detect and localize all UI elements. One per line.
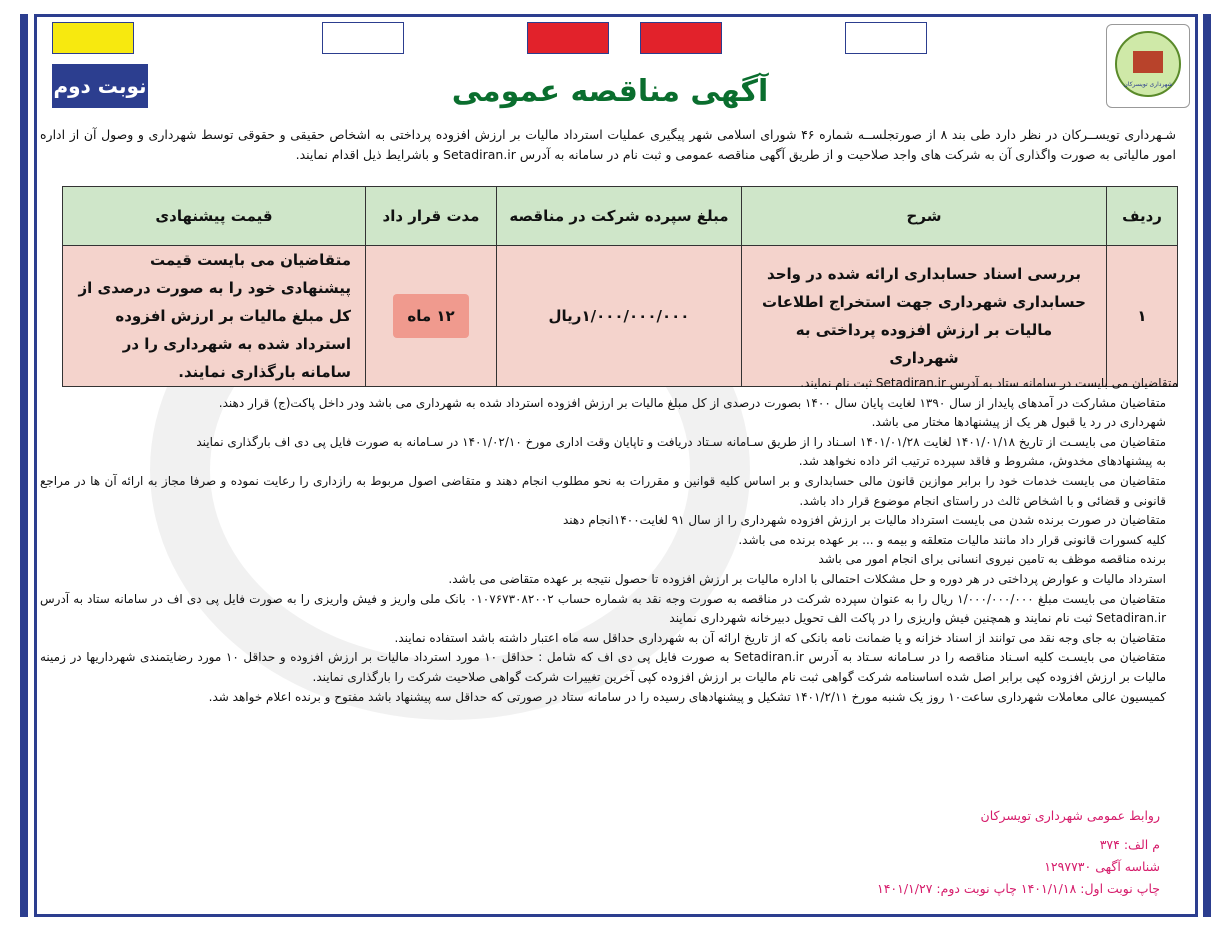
logo-text: شهرداری تویسرکان xyxy=(1123,81,1173,88)
cell-description: بررسی اسناد حسابداری ارائه شده در واحد حسابداری شهرداری جهت استخراج اطلاعات مالیات بر ارزش افزوده پرداختی به شهرداری xyxy=(742,246,1107,387)
condition-item: استرداد مالیات و عوارض پرداختی در هر دوره و حل مشکلات احتمالی با اداره مالیات بر ارزش افزوده تا حصول نتیجه بر عهده متقاضی می باشد. xyxy=(448,571,1166,586)
condition-item: برنده مناقصه موظف به تامین نیروی انسانی برای انجام امور می باشد xyxy=(818,552,1166,567)
condition-item: متقاضیان به جای وجه نقد می توانند از اسناد خزانه و یا ضمانت نامه بانکی که از تاریخ ارائه آن به شهرداری حداقل سه ماه اعتبار داشته باشد استفاده نمایند. xyxy=(394,630,1166,645)
print-dates: چاپ نوبت اول: ۱۴۰۱/۱/۱۸ چاپ نوبت دوم: ۱۴۰۱/۱/۲۷ xyxy=(876,881,1160,896)
color-bar-red xyxy=(527,22,609,54)
cell-price: متقاضیان می بایست قیمت پیشنهادی خود را به صورت درصدی از کل مبلغ مالیات بر ارزش افزوده استرداد شده به شهرداری را در سامانه بارگذاری نمایند. xyxy=(63,246,366,387)
condition-item: متقاضیان می بایست در سامانه ستاد به آدرس Setadiran.ir ثبت نام نمایند. xyxy=(800,376,1178,390)
logo-building-icon xyxy=(1133,51,1163,73)
color-bar-white xyxy=(322,22,404,54)
page-title: آگهی مناقصه عمومی xyxy=(451,74,769,109)
ad-meta xyxy=(750,834,1160,900)
cell-index: ۱ xyxy=(1107,246,1178,387)
condition-item: کلیه کسورات قانونی قرار داد مانند مالیات متعلقه و بیمه و ... بر عهده برنده می باشد. xyxy=(738,532,1166,547)
public-relations-signature: روابط عمومی شهرداری تویسرکان xyxy=(980,808,1160,823)
condition-item: شهرداری در رد یا قبول هر یک از پیشنهادها مختار می باشد. xyxy=(871,415,1166,430)
condition-item: متقاضیان مشارکت در آمدهای پایدار از سال ۱۳۹۰ لغایت پایان سال ۱۴۰۰ بصورت درصدی از کل مبلغ مالیات بر ارزش افزوده استرداد شده به شهرداری می باشد ودر داخل پاکت(ج) قرار دهند. xyxy=(218,395,1166,410)
condition-item: متقاضیان در صورت برنده شدن می بایست استرداد مالیات بر ارزش افزوده شهرداری را از سال ۹۱ لغایت۱۴۰۰انجام دهند xyxy=(562,513,1166,528)
color-bar-white xyxy=(845,22,927,54)
table-row xyxy=(63,246,1178,387)
condition-item: متقاضیان می بایست خدمات خود را برابر موازین قانون مالی حسابداری و بر اساس کلیه قوانین و مقررات به نحو مطلوب انجام دهند و متقاضی اصول مربوط به رازداری را رعایت نموده و صرفا مجاز به ارائه آن ها در مراجع قانونی و قضائی و با اشخاص ثالث در راستای انجام موضوع قرار داد باشد. xyxy=(40,473,1166,508)
intro-paragraph: شـهرداری تویســرکان در نظر دارد طی بند ۸ از صورتجلســه شماره ۴۶ شورای اسلامی شهر پیگیری عملیات استرداد مالیات بر ارزش افزوده پرداختی به اشخاص حقیقی و حقوقی توسط شهرداری و وصول آن از اداره امور مالیاتی به صورت واگذاری آن به شرکت های واجد صلاحیت و از طریق آگهی مناقصه عمومی و ثبت نام در سامانه به آدرس Setadiran.ir و باشرایط ذیل اقدام نمایند. xyxy=(40,127,1177,162)
condition-item: به پیشنهادهای مخدوش، مشروط و فاقد سپرده ترتیب اثر داده نخواهد شد. xyxy=(798,454,1166,469)
table-header-row xyxy=(63,187,1178,246)
header-duration: مدت قرار داد xyxy=(366,187,497,246)
header-price: قیمت پیشنهادی xyxy=(63,187,366,246)
color-bar-yellow xyxy=(52,22,134,54)
header-deposit: مبلغ سپرده شرکت در مناقصه xyxy=(497,187,742,246)
conditions-list xyxy=(40,374,1178,707)
condition-item: کمیسیون عالی معاملات شهرداری ساعت۱۰ روز یک شنبه مورخ ۱۴۰۱/۲/۱۱ تشکیل و پیشنهادهای رسیده را در سامانه ستاد در صورتی که حداقل سه پیشنهاد باشد مفتوح و برنده اعلام خواهد شد. xyxy=(208,689,1166,704)
tender-table xyxy=(62,186,1178,387)
cell-duration xyxy=(366,246,497,387)
right-border-bar xyxy=(1203,14,1211,917)
municipality-logo xyxy=(1106,24,1190,108)
round-badge: نوبت دوم xyxy=(52,64,148,108)
duration-badge: ۱۲ ماه xyxy=(393,294,468,338)
condition-item: متقاضیان می بایست مبلغ ۱/۰۰۰/۰۰۰/۰۰۰ ریال را به عنوان سپرده شرکت در مناقصه به صورت وجه نقد به شماره حساب ۰۱۰۷۶۷۳۰۸۲۰۰۲ بانک ملی واریز و فیش واریزی را به صورت فایل پی دی اف در سامانه ستاد به آدرس Setadiran.ir ثبت نام نمایند و همچنین فیش واریزی را در پاکت الف تحویل دبیرخانه شهرداری نمایند xyxy=(40,591,1166,626)
color-bar-red xyxy=(640,22,722,54)
condition-item: متقاضیان می بایسـت کلیه اسـناد مناقصه را در سـامانه سـتاد به آدرس Setadiran.ir به صورت فایل پی دی اف که شامل : حداقل ۱۰ مورد استرداد مالیات بر ارزش افزوده و حداقل ۱۰ مورد رضایتمندی شهرداریها در زمینه مالیات بر ارزش افزوده کپی برابر اصل شده اساسنامه شرکت گواهی ثبت نام مالیات بر ارزش افزوده کپی آخرین تغییرات شرکت گواهی صلاحیت شرکت را بارگذاری نمایند. xyxy=(40,650,1166,684)
cell-deposit: ۱/۰۰۰/۰۰۰/۰۰۰ریال xyxy=(497,246,742,387)
header-index: ردیف xyxy=(1107,187,1178,246)
ad-id: شناسه آگهی ۱۲۹۷۷۳۰ xyxy=(1044,859,1160,874)
file-number: م الف: ۳۷۴ xyxy=(1099,837,1160,852)
header-description: شرح xyxy=(742,187,1107,246)
left-border-bar xyxy=(20,14,28,917)
condition-item: متقاضیان می بایسـت از تاریخ ۱۴۰۱/۰۱/۱۸ لغایت ۱۴۰۱/۰۱/۲۸ اسـناد را از طریق سـامانه سـتاد دریافت و تاپایان وقت اداری مورخ ۱۴۰۱/۰۲/۱۰ در سـامانه به صورت فایل پی دی اف بارگذاری نمایند xyxy=(196,434,1166,449)
